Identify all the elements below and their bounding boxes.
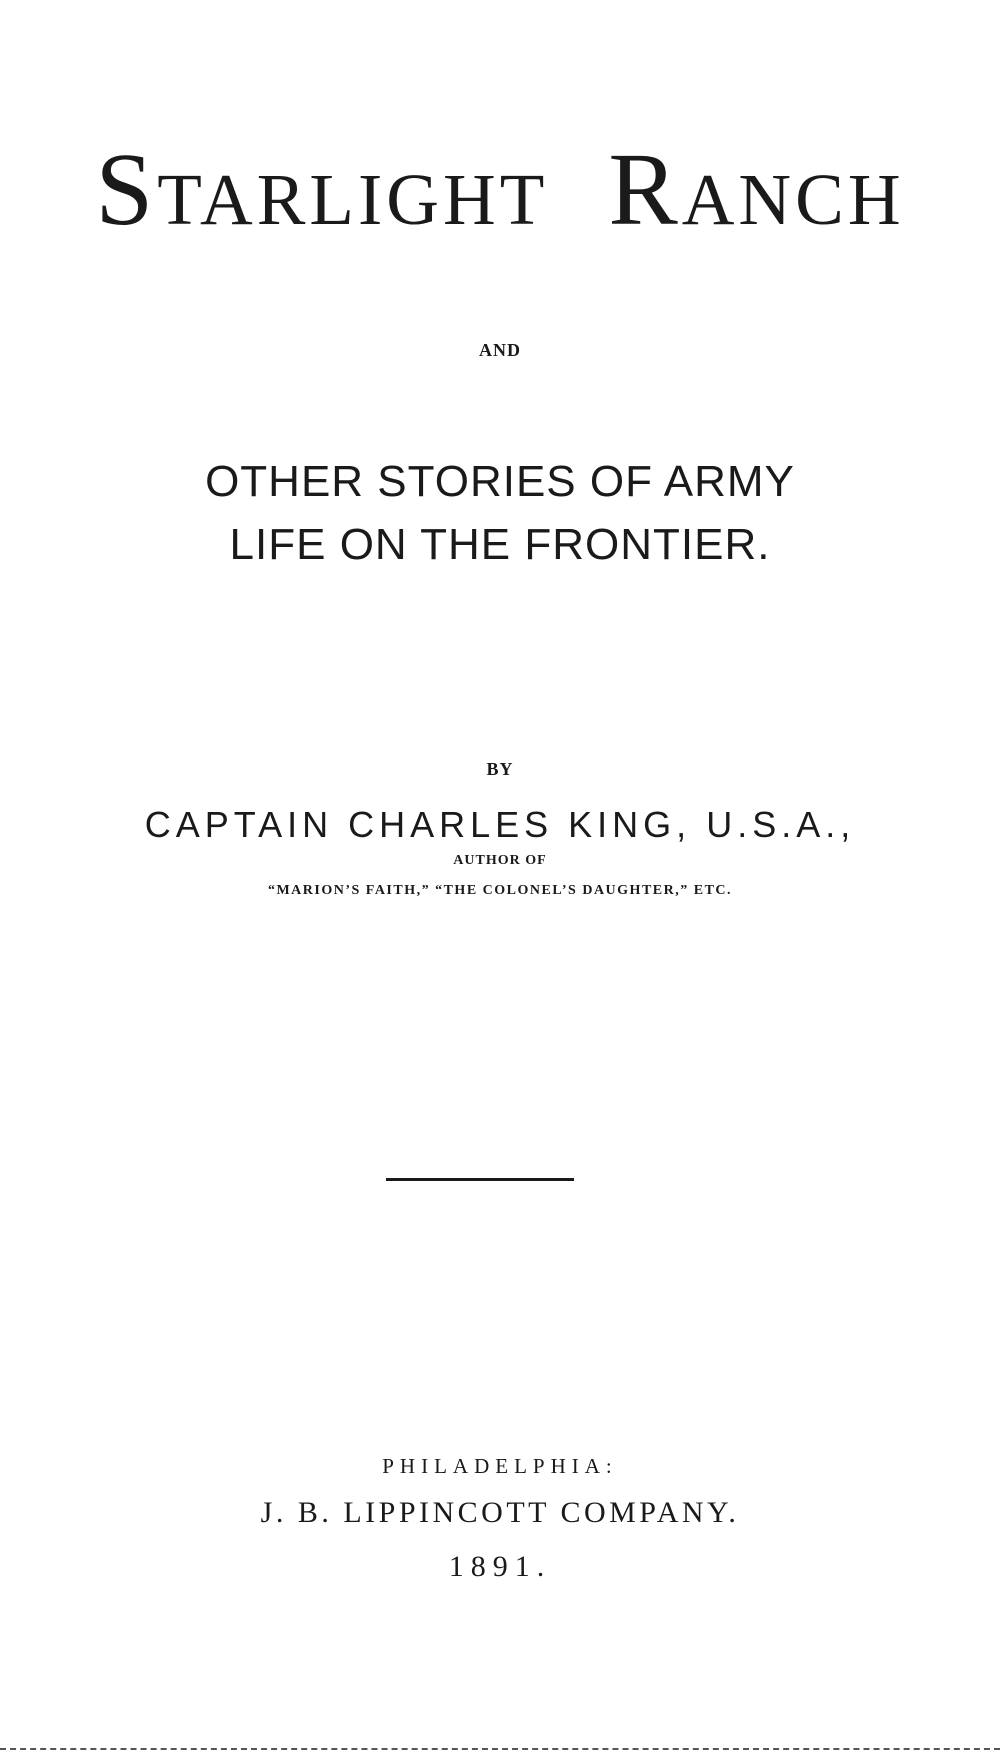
author-name: CAPTAIN CHARLES KING, U.S.A., bbox=[144, 804, 856, 845]
subtitle-line-1: OTHER STORIES OF ARMY bbox=[205, 457, 795, 506]
title-word2-initial: R bbox=[608, 132, 682, 247]
by-label: BY bbox=[486, 759, 514, 779]
other-works: “MARION’S FAITH,” “THE COLONEL’S DAUGHTER,” ETC. bbox=[267, 883, 733, 898]
author-of-label: AUTHOR OF bbox=[453, 853, 547, 868]
imprint-year: 1891. bbox=[448, 1550, 552, 1583]
divider-rule bbox=[386, 1178, 574, 1181]
book-title bbox=[0, 132, 1000, 247]
imprint-city: PHILADELPHIA: bbox=[382, 1454, 618, 1478]
title-word1-initial: S bbox=[95, 132, 158, 247]
title-conjunction: AND bbox=[479, 340, 521, 360]
subtitle-line-2: LIFE ON THE FRONTIER. bbox=[229, 520, 771, 569]
title-word2-rest: anch bbox=[681, 132, 905, 247]
imprint-publisher: J. B. LIPPINCOTT COMPANY. bbox=[260, 1496, 740, 1529]
page-bottom-edge bbox=[0, 1748, 1000, 1750]
title-word1-rest: tarlight bbox=[157, 132, 549, 247]
